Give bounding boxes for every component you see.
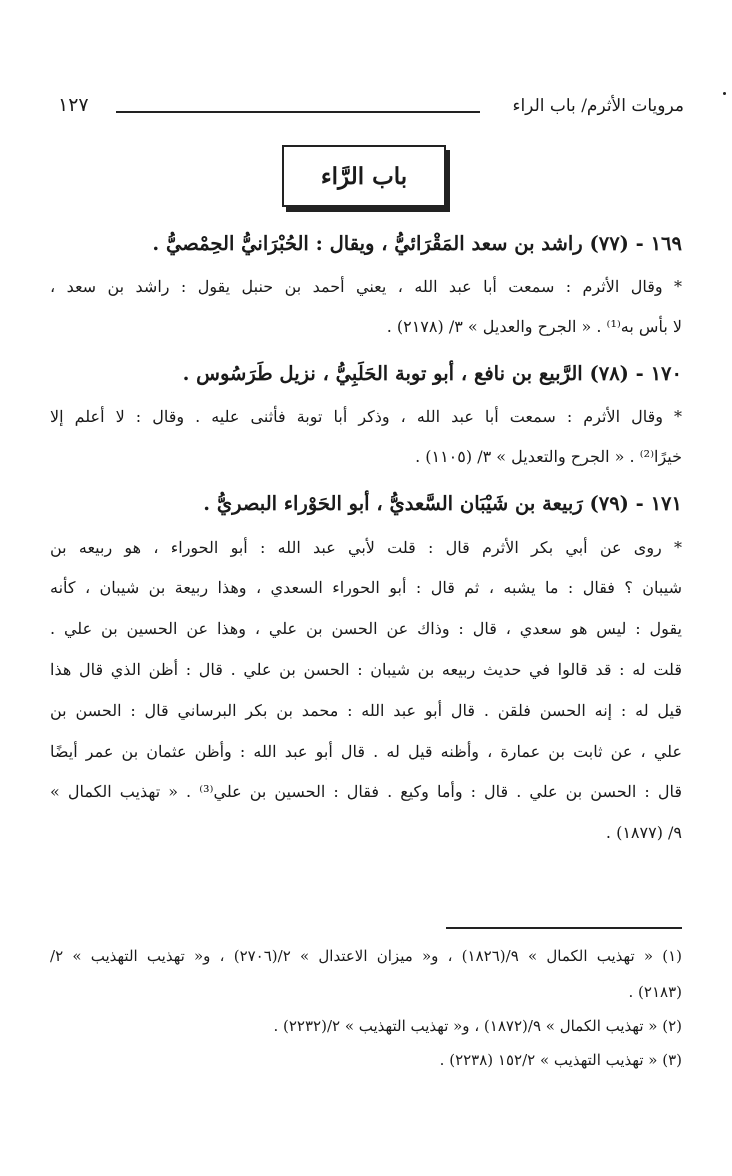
entry-171-line-3: يقول : ليس هو سعدي ، قال : وذاك عن الحسن بن علي ، وهذا عن الحسين بن علي . <box>50 619 682 638</box>
entry-171-line-1: * روى عن أبي بكر الأثرم قال : قلت لأبي عبد الله : أبو الحوراء ، هو ربيعه بن <box>50 538 683 557</box>
footnote-3: (٣) « تهذيب التهذيب » ١٥٢/٢ (٢٢٣٨) . <box>439 1051 682 1069</box>
chapter-title-box <box>282 145 446 207</box>
chapter-title: باب الرَّاء <box>320 162 408 190</box>
entry-171-line-2: شيبان ؟ فقال : ما يشبه ، ثم قال : أبو الحوراء السعدي ، وهذا ربيعة بن شيبان ، كأنه <box>50 578 682 597</box>
footnote-rule <box>446 927 682 929</box>
margin-mark <box>723 92 726 95</box>
entry-170-line-1: * وقال الأثرم : سمعت أبا عبد الله ، وذكر أبا توبة فأثنى عليه . وقال : لا أعلم إلا <box>50 407 682 426</box>
footnote-2: (٢) « تهذيب الكمال » ٩/(١٨٧٢) ، و« تهذيب التهذيب » ٢/(٢٢٣٢) . <box>273 1017 682 1035</box>
footnote-1-line-2: (٢١٨٣) . <box>628 983 682 1001</box>
entry-171-line-5: قيل له : إنه الحسن فلقن . قال أبو عبد الله : محمد بن بكر البرساني قال : الحسن بن <box>50 701 682 720</box>
entry-171-line-7: قال : الحسن بن علي . قال : وأما وكيع . فقال : الحسين بن علي⁽³⁾ . « تهذيب الكمال » <box>50 782 682 801</box>
header-rule <box>116 111 480 113</box>
entry-169-line-2: لا بأس به⁽¹⁾ . « الجرح والعديل » ٣/ (٢١٧٨) . <box>386 317 682 336</box>
entry-170-heading: ١٧٠ - (٧٨) الرَّبيع بن نافع ، أبو توبة الحَلَبِيُّ ، نزيل طَرَسُوس . <box>182 362 682 385</box>
entry-171-line-8: ٩/ (١٨٧٧) . <box>605 823 682 842</box>
page-number: ١٢٧ <box>58 94 89 116</box>
running-header-title: مرويات الأثرم/ باب الراء <box>512 96 684 116</box>
entry-169-heading: ١٦٩ - (٧٧) راشد بن سعد المَقْرَائيُّ ، ويقال : الحُبْرَانيُّ الحِمْصيُّ . <box>152 232 682 255</box>
footnote-1-line-1: (١) « تهذيب الكمال » ٩/(١٨٢٦) ، و« ميزان الاعتدال » ٢/(٢٧٠٦) ، و« تهذيب التهذيب » ٢/ <box>50 947 683 965</box>
entry-169-line-1: * وقال الأثرم : سمعت أبا عبد الله ، يعني أحمد بن حنبل يقول : راشد بن سعد ، <box>50 277 682 296</box>
entry-171-line-6: علي ، عن ثابت بن عمارة ، وأظنه قيل له . قال أبو عبد الله : وأظن عثمان بن عمر أيضًا <box>50 742 682 761</box>
entry-170-line-2: خيرًا⁽²⁾ . « الجرح والتعديل » ٣/ (١١٠٥) . <box>415 447 682 466</box>
entry-171-line-4: قلت له : قد قالوا في حديث ربيعه بن شيبان : الحسن بن علي . قال : أظن الذي قال هذا <box>50 660 682 679</box>
entry-171-heading: ١٧١ - (٧٩) رَبيعة بن شَيْبَان السَّعديُّ ، أبو الحَوْراء البصريُّ . <box>203 492 682 515</box>
